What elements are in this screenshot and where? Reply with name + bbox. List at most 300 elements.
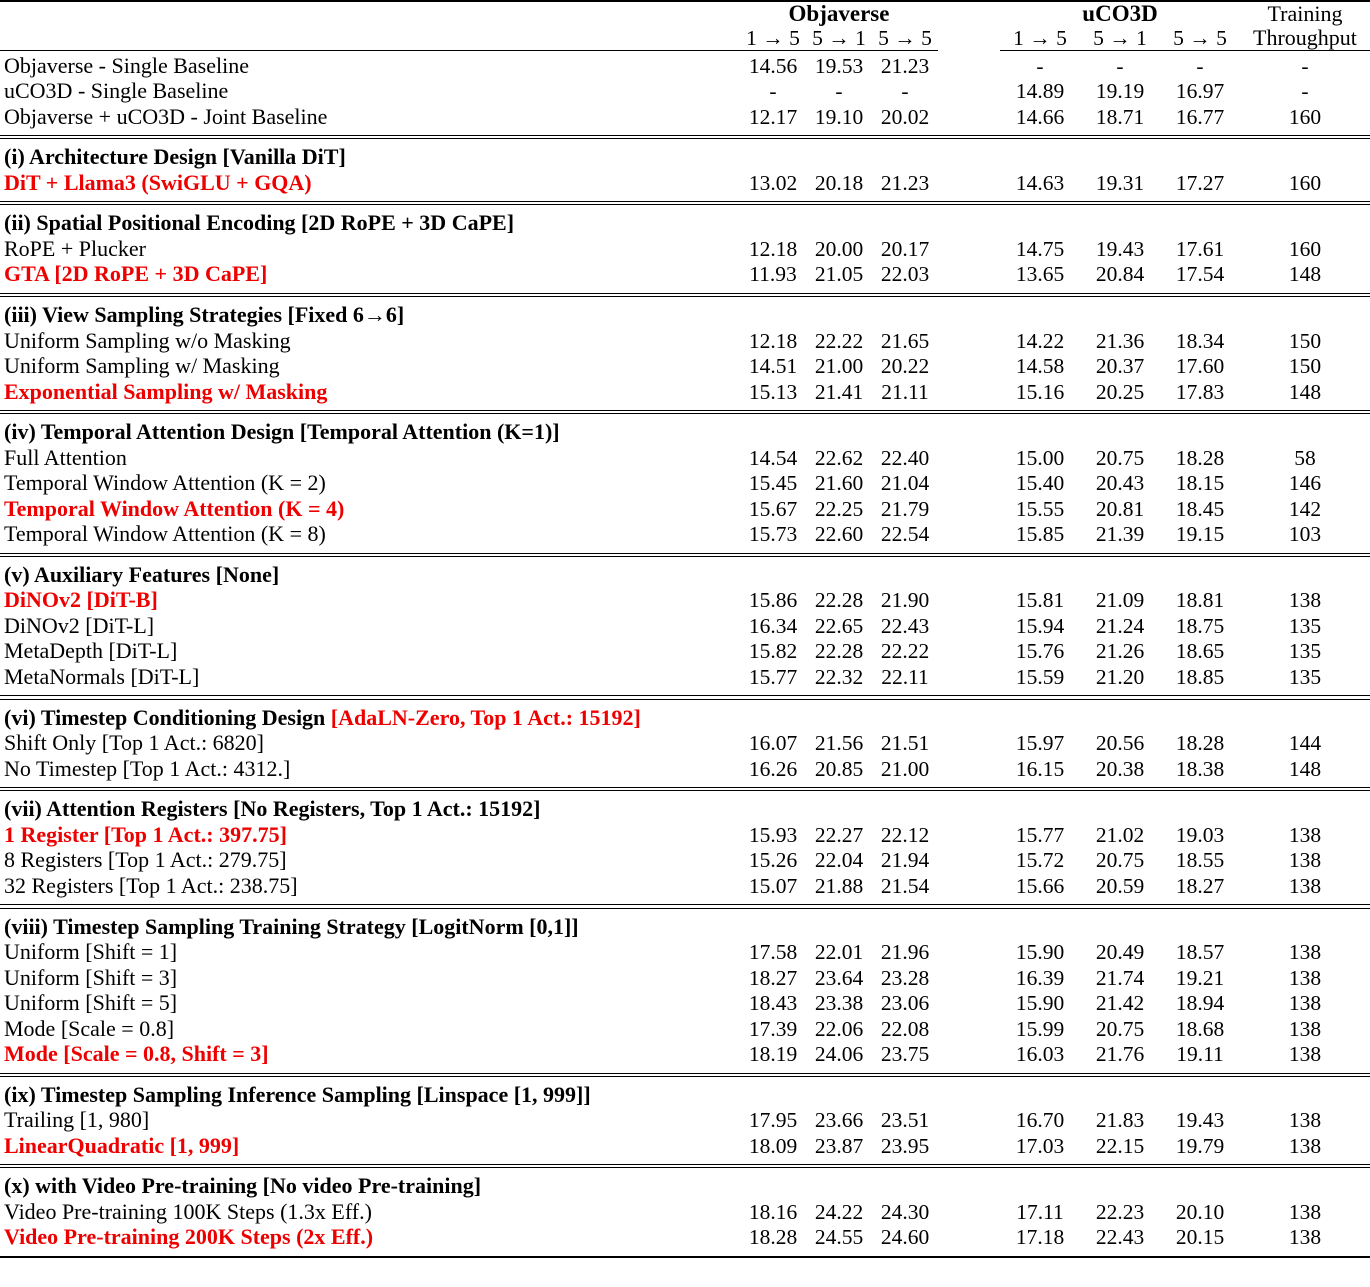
row-label-text: Video Pre-training 200K Steps (2x Eff.) [4,1224,374,1250]
cell-objaverse-3: 24.60 [880,1225,930,1250]
cell-uco3d-2: 22.15 [1095,1133,1145,1158]
cell-objaverse-3: 21.11 [881,379,929,404]
cell-uco3d-3: 17.54 [1175,262,1225,287]
table-bottom-rule [0,1256,1370,1257]
cell-objaverse-3: 20.02 [880,104,930,129]
cell-uco3d-1: 16.15 [1015,756,1065,781]
cell-objaverse-3: 22.03 [880,262,930,287]
row-label-text: GTA [2D RoPE + 3D CaPE] [4,261,268,287]
column-subheader-objaverse-2: 5 → 1 [812,26,866,50]
row-label-text: Objaverse + uCO3D - Joint Baseline [4,103,328,129]
cell-gap [938,1226,1000,1252]
cell-objaverse-1: 14.56 [748,53,798,78]
table-row [0,80,1370,106]
cell-objaverse-2: 24.22 [814,1199,864,1224]
cell-uco3d-3: 18.68 [1175,1016,1225,1041]
cell-objaverse-1: 16.34 [748,613,798,638]
row-label [0,849,740,875]
cell-objaverse-3: 22.22 [880,639,930,664]
row-label [0,80,740,106]
cell-gap [938,941,1000,967]
row-label [0,732,740,758]
cell-uco3d-1: 14.58 [1015,354,1065,379]
cell-uco3d-2: 20.81 [1095,496,1145,521]
cell-uco3d-1: 17.03 [1015,1133,1065,1158]
table-row [0,666,1370,692]
cell-objaverse-1: 16.07 [748,731,798,756]
cell-objaverse-2: 21.60 [814,471,864,496]
cell-training-throughput: 138 [1288,1016,1322,1041]
cell-uco3d-2: 20.49 [1095,940,1145,964]
cell-objaverse-1: 14.51 [748,354,798,379]
cell-objaverse-3: - [901,79,909,103]
cell-training-throughput: 138 [1288,1108,1322,1133]
row-label-text: LinearQuadratic [1, 999] [4,1132,240,1158]
cell-uco3d-2: 21.74 [1095,965,1145,990]
section-title-iii-view-sampling-strategies [0,304,1370,330]
cell-objaverse-1: 15.45 [748,471,798,496]
cell-objaverse-3: 21.96 [880,940,930,964]
cell-uco3d-3: - [1196,53,1204,78]
cell-uco3d-2: 21.20 [1095,664,1145,689]
cell-uco3d-3: 17.83 [1175,379,1225,404]
cell-objaverse-2: - [835,79,843,103]
cell-gap [938,172,1000,198]
cell-gap [938,758,1000,784]
cell-objaverse-2: 22.28 [814,639,864,664]
cell-objaverse-1: 18.28 [748,1225,798,1250]
section-title-i-architecture-design [0,146,1370,172]
table-body [0,1,1370,1257]
table-row [0,967,1370,993]
column-subheader-uco3d-2: 5 → 1 [1093,26,1147,50]
cell-objaverse-2: 21.88 [814,873,864,898]
cell-training-throughput: 160 [1288,170,1322,195]
cell-uco3d-2: 19.31 [1095,170,1145,195]
row-label-text: Uniform [Shift = 5] [4,990,178,1015]
cell-objaverse-3: 23.06 [880,991,930,1015]
table-row [0,172,1370,198]
cell-objaverse-2: 23.38 [814,991,864,1015]
cell-training-throughput: 135 [1288,639,1322,664]
cell-objaverse-1: 18.19 [748,1042,798,1066]
cell-objaverse-1: 15.93 [748,822,798,847]
row-label [0,495,740,524]
section-title-iv-temporal-attention-design [0,421,1370,447]
cell-uco3d-3: 19.43 [1175,1108,1225,1133]
cell-gap [938,666,1000,692]
row-label [0,169,740,198]
table-row [0,875,1370,901]
cell-gap [938,472,1000,498]
row-label [0,472,740,498]
cell-uco3d-3: 19.03 [1175,822,1225,847]
cell-training-throughput: - [1301,53,1309,78]
cell-gap [938,106,1000,132]
row-label-text: No Timestep [Top 1 Act.: 4312.] [4,755,291,781]
cell-uco3d-1: 17.11 [1016,1199,1064,1224]
table-row [0,1018,1370,1044]
cell-uco3d-1: - [1036,53,1044,78]
cell-uco3d-1: 17.18 [1015,1225,1065,1250]
row-label-text: 32 Registers [Top 1 Act.: 238.75] [4,872,298,898]
row-label [0,964,740,993]
table-row [0,1109,1370,1135]
table-row [0,238,1370,264]
section-title-ii-spatial-positional-encoding [0,212,1370,238]
row-label-text: DiNOv2 [DiT-L] [4,612,155,638]
cell-objaverse-3: 21.90 [880,588,930,613]
cell-objaverse-1: 17.95 [748,1108,798,1133]
row-label [0,378,740,407]
table-row [0,523,1370,549]
cell-objaverse-2: 22.32 [814,664,864,689]
cell-objaverse-3: 22.54 [880,522,930,547]
cell-objaverse-1: 14.54 [748,445,798,470]
cell-uco3d-3: 18.34 [1175,328,1225,353]
row-label-text: MetaNormals [DiT-L] [4,663,200,689]
cell-gap [938,1043,1000,1069]
cell-uco3d-2: 22.43 [1095,1225,1145,1250]
cell-uco3d-2: 21.26 [1095,639,1145,664]
cell-uco3d-2: 21.39 [1095,522,1145,547]
section-title-text: (i) Architecture Design [Vanilla DiT] [4,144,346,170]
cell-training-throughput: 148 [1288,379,1322,404]
cell-uco3d-3: 18.38 [1175,756,1225,781]
row-label [0,263,740,289]
table-row [0,732,1370,758]
cell-objaverse-1: - [769,79,777,103]
table-row [0,381,1370,407]
cell-training-throughput: 138 [1288,1133,1322,1158]
row-label-text: DiNOv2 [DiT-B] [4,587,158,613]
row-label [0,1132,740,1161]
subheader-label-blank [0,26,740,50]
cell-objaverse-3: 21.54 [880,873,930,898]
cell-objaverse-3: 24.30 [880,1199,930,1224]
cell-uco3d-2: 19.43 [1095,236,1145,261]
cell-training-throughput: 148 [1288,756,1322,781]
cell-objaverse-1: 17.39 [748,1016,798,1041]
cell-objaverse-1: 17.58 [748,940,798,964]
cell-uco3d-2: 20.84 [1095,262,1145,287]
cell-training-throughput: 58 [1294,445,1316,470]
table-row [0,263,1370,289]
table-row [0,849,1370,875]
cell-uco3d-3: 16.77 [1175,104,1225,129]
cell-uco3d-2: 20.37 [1095,354,1145,379]
column-subheader-objaverse-3: 5 → 5 [878,26,932,50]
table-row [0,447,1370,473]
cell-objaverse-3: 23.51 [880,1108,930,1133]
section-title-highlight: [AdaLN-Zero, Top 1 Act.: 15192] [330,704,641,730]
cell-objaverse-2: 22.60 [814,522,864,547]
cell-training-throughput: 160 [1288,104,1322,129]
cell-uco3d-1: 13.65 [1015,262,1065,287]
table-row [0,941,1370,967]
cell-uco3d-3: 19.11 [1176,1042,1224,1066]
cell-objaverse-1: 16.26 [748,756,798,781]
cell-uco3d-1: 15.99 [1015,1016,1065,1041]
cell-uco3d-3: 19.15 [1175,522,1225,547]
cell-uco3d-1: 15.40 [1015,471,1065,496]
cell-objaverse-2: 22.06 [814,1016,864,1041]
cell-objaverse-3: 22.12 [880,822,930,847]
cell-gap [938,967,1000,993]
cell-objaverse-1: 18.27 [748,965,798,990]
cell-training-throughput: 138 [1288,991,1322,1015]
table-row [0,106,1370,132]
cell-uco3d-3: 18.75 [1175,613,1225,638]
cell-objaverse-1: 18.16 [748,1199,798,1224]
cell-gap [938,1135,1000,1161]
table-row [0,1201,1370,1227]
header-gap [938,2,1000,26]
cell-uco3d-3: 19.21 [1175,965,1225,990]
cell-training-throughput: 144 [1288,731,1322,756]
cell-gap [938,80,1000,106]
column-header-training-throughput-line2: Throughput [1253,25,1357,50]
cell-objaverse-2: 21.05 [814,262,864,287]
row-label [0,755,740,784]
cell-objaverse-1: 15.26 [748,848,798,873]
cell-objaverse-3: 23.28 [880,965,930,990]
table-row [0,355,1370,381]
cell-uco3d-1: 15.55 [1015,496,1065,521]
cell-training-throughput: 138 [1288,873,1322,898]
cell-uco3d-2: 21.83 [1095,1108,1145,1133]
cell-objaverse-2: 22.28 [814,588,864,613]
cell-gap [938,849,1000,875]
cell-uco3d-2: 20.75 [1095,1016,1145,1041]
row-label [0,235,740,264]
cell-uco3d-1: 16.39 [1015,965,1065,990]
cell-uco3d-2: 19.19 [1095,79,1145,103]
row-label-text: uCO3D - Single Baseline [4,78,229,103]
cell-objaverse-3: 22.43 [880,613,930,638]
section-title-vi-timestep-conditioning-design [0,704,1370,733]
row-label [0,327,740,356]
table-row [0,1135,1370,1161]
row-label-text: Exponential Sampling w/ Masking [4,378,328,404]
table-row [0,498,1370,524]
row-label-text: Mode [Scale = 0.8] [4,1015,175,1041]
section-title-text: (x) with Video Pre-training [No video Pre-training] [4,1173,482,1199]
row-label-text: Mode [Scale = 0.8, Shift = 3] [4,1041,269,1066]
subheader-gap [938,26,1000,50]
cell-gap [938,1201,1000,1227]
cell-uco3d-2: 21.24 [1095,613,1145,638]
cell-uco3d-2: 22.23 [1095,1199,1145,1224]
cell-objaverse-3: 23.75 [880,1042,930,1066]
cell-training-throughput: 160 [1288,236,1322,261]
cell-uco3d-3: 18.81 [1175,588,1225,613]
cell-uco3d-2: 20.59 [1095,873,1145,898]
row-label [0,612,740,641]
cell-objaverse-3: 22.40 [880,445,930,470]
row-label-text: Temporal Window Attention (K = 8) [4,521,326,547]
cell-uco3d-2: 21.42 [1095,991,1145,1015]
section-title-text: (v) Auxiliary Features [None] [4,561,280,587]
row-label-text: RoPE + Plucker [4,235,146,261]
row-label [0,589,740,615]
row-label [0,941,740,967]
column-group-uco3d: uCO3D [1082,1,1158,26]
cell-uco3d-1: 15.59 [1015,664,1065,689]
section-title-text: (vi) Timestep Conditioning Design [4,704,331,730]
cell-uco3d-3: 18.27 [1175,873,1225,898]
cell-uco3d-3: 17.61 [1175,236,1225,261]
cell-gap [938,1018,1000,1044]
cell-gap [938,263,1000,289]
table-row [0,758,1370,784]
row-label [0,821,740,850]
cell-uco3d-1: 15.97 [1015,731,1065,756]
cell-uco3d-1: 15.90 [1015,940,1065,964]
cell-training-throughput: 150 [1288,328,1322,353]
cell-uco3d-3: 18.28 [1175,445,1225,470]
cell-uco3d-1: 14.75 [1015,236,1065,261]
header-label-blank [0,2,740,26]
cell-uco3d-1: 15.76 [1015,639,1065,664]
cell-uco3d-3: 18.28 [1175,731,1225,756]
column-subheader-uco3d-1: 1 → 5 [1013,26,1067,50]
cell-objaverse-2: 24.06 [814,1042,864,1066]
cell-objaverse-2: 21.00 [814,354,864,379]
cell-objaverse-3: 21.23 [880,53,930,78]
row-label-text: Shift Only [Top 1 Act.: 6820] [4,730,265,756]
cell-objaverse-2: 20.18 [814,170,864,195]
cell-objaverse-1: 18.43 [748,991,798,1015]
cell-uco3d-1: 16.03 [1015,1042,1065,1066]
cell-gap [938,992,1000,1018]
cell-objaverse-3: 21.94 [880,848,930,873]
cell-training-throughput: 135 [1288,664,1322,689]
cell-objaverse-3: 20.17 [880,236,930,261]
cell-uco3d-3: 20.10 [1175,1199,1225,1224]
cell-uco3d-2: 21.76 [1095,1042,1145,1066]
section-title-text: (ix) Timestep Sampling Inference Sampling [Linspace [1, 999]] [4,1081,591,1107]
row-label-text: Uniform Sampling w/o Masking [4,327,291,353]
section-title-text: (iii) View Sampling Strategies [Fixed 6→6] [4,302,405,328]
cell-objaverse-2: 22.25 [814,496,864,521]
cell-uco3d-3: 18.94 [1175,991,1225,1015]
cell-uco3d-1: 15.94 [1015,613,1065,638]
row-label [0,1043,740,1069]
cell-objaverse-2: 23.87 [814,1133,864,1158]
cell-objaverse-2: 22.04 [814,848,864,873]
cell-objaverse-3: 20.22 [880,354,930,379]
cell-objaverse-2: 19.10 [814,104,864,129]
row-label [0,992,740,1018]
cell-training-throughput: 103 [1288,522,1322,547]
cell-objaverse-1: 12.17 [748,104,798,129]
cell-uco3d-2: 20.38 [1095,756,1145,781]
row-label-text: DiT + Llama3 (SwiGLU + GQA) [4,169,312,195]
row-label-text: Temporal Window Attention (K = 2) [4,470,326,496]
section-title-text: (viii) Timestep Sampling Training Strategy [LogitNorm [0,1]] [4,913,579,939]
cell-objaverse-3: 21.65 [880,328,930,353]
cell-objaverse-2: 22.27 [814,822,864,847]
cell-objaverse-3: 21.23 [880,170,930,195]
cell-objaverse-1: 15.13 [748,379,798,404]
cell-uco3d-1: 14.63 [1015,170,1065,195]
cell-objaverse-2: 23.66 [814,1108,864,1133]
table-row [0,824,1370,850]
cell-training-throughput: 138 [1288,848,1322,873]
cell-objaverse-3: 21.00 [880,756,930,781]
cell-uco3d-3: 18.65 [1175,639,1225,664]
cell-objaverse-1: 18.09 [748,1133,798,1158]
column-group-objaverse: Objaverse [788,1,890,26]
cell-uco3d-1: 16.70 [1015,1108,1065,1133]
cell-gap [938,523,1000,549]
row-label-text: 8 Registers [Top 1 Act.: 279.75] [4,847,287,873]
row-label-text: Uniform [Shift = 1] [4,939,178,964]
cell-objaverse-1: 15.67 [748,496,798,521]
row-label-text: 1 Register [Top 1 Act.: 397.75] [4,821,287,847]
cell-objaverse-1: 15.82 [748,639,798,664]
table-row [0,640,1370,666]
cell-uco3d-1: 15.85 [1015,522,1065,547]
cell-training-throughput: 138 [1288,588,1322,613]
row-label-text: Uniform [Shift = 3] [4,964,178,990]
cell-uco3d-2: 20.75 [1095,445,1145,470]
section-title-x-with-video-pre-training [0,1175,1370,1201]
column-header-training-throughput-line1: Training [1267,1,1343,26]
cell-uco3d-1: 15.90 [1015,991,1065,1015]
cell-objaverse-1: 15.86 [748,588,798,613]
cell-objaverse-3: 22.08 [880,1016,930,1041]
cell-gap [938,875,1000,901]
cell-uco3d-2: 21.09 [1095,588,1145,613]
cell-training-throughput: 135 [1288,613,1322,638]
cell-gap [938,381,1000,407]
cell-objaverse-2: 20.85 [814,756,864,781]
cell-objaverse-3: 21.79 [880,496,930,521]
cell-objaverse-2: 23.64 [814,965,864,990]
cell-training-throughput: 142 [1288,496,1322,521]
cell-uco3d-1: 15.72 [1015,848,1065,873]
cell-uco3d-3: 18.45 [1175,496,1225,521]
row-label [0,523,740,549]
row-label [0,1226,740,1252]
cell-uco3d-3: 17.60 [1175,354,1225,379]
section-title-text: (ii) Spatial Positional Encoding [2D RoPE + 3D CaPE] [4,210,515,236]
cell-uco3d-3: 17.27 [1175,170,1225,195]
table-row [0,615,1370,641]
cell-uco3d-2: 21.36 [1095,328,1145,353]
cell-gap [938,589,1000,615]
row-label-text: Objaverse - Single Baseline [4,52,249,78]
section-title-vii-attention-registers [0,798,1370,824]
cell-gap [938,355,1000,381]
cell-uco3d-1: 15.00 [1015,445,1065,470]
section-title-viii-timestep-sampling-training-strategy [0,913,1370,942]
table-row [0,55,1370,81]
cell-uco3d-3: 16.97 [1175,79,1225,103]
cell-objaverse-2: 21.41 [814,379,864,404]
table-row [0,472,1370,498]
cell-uco3d-3: 18.57 [1175,940,1225,964]
cell-objaverse-1: 12.18 [748,328,798,353]
row-label [0,663,740,692]
cell-objaverse-3: 21.04 [880,471,930,496]
cell-objaverse-2: 20.00 [814,236,864,261]
cell-objaverse-2: 21.56 [814,731,864,756]
row-label-text: Video Pre-training 100K Steps (1.3x Eff.) [4,1198,372,1224]
cell-training-throughput: 138 [1288,1199,1322,1224]
